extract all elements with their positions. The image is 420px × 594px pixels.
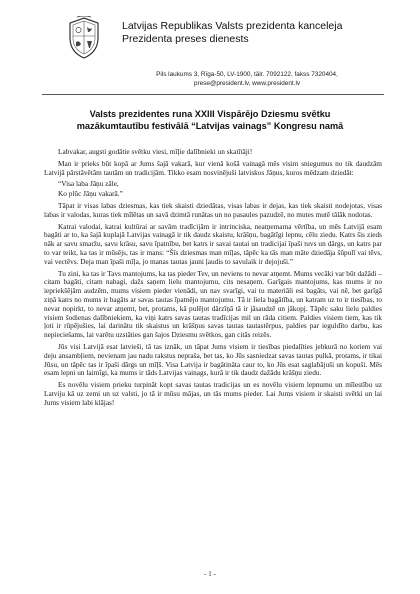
title-line-2: mazākumtautību festivālā “Latvijas vainags” Kongresu namā [76, 121, 344, 131]
page-number: - 1 - [204, 570, 216, 578]
contact-address [112, 70, 382, 88]
address-line-1: Pils laukums 3, Rīga-50, LV-1900, tālr. 7092122, fakss 7320404, [156, 71, 338, 78]
header-divider [42, 94, 384, 95]
verse-line-2: Ko plūc Jāņu vakarā.” [58, 189, 123, 199]
address-line-2: prese@president.lv, www.president.lv [193, 80, 301, 87]
paragraph-intro: Man ir prieks būt kopā ar Jums šajā vakarā, kur vienā košā vainagā mēs visim sniegumus no tik daudzām Latvijā pārstāvētām tautām un tradicijām. Tikko esam nosvinējuši latviskos Jāņus, kuros mēdzam dziedāt: [44, 158, 382, 177]
paragraph-songs: Tāpat ir visas labas dziesmas, kas tiek skaisti dziedātas, visas labas ir dejas, kas tiek skaisti nodejotas, visas labas ir valodas, kuras tiek mīlētas un savā dzimtā runātas un no pasaules pazudzē, no mutes mutē tālāk nodotas. [44, 200, 382, 219]
title-line-1: Valsts prezidentes runa XXIII Vispārējo Dziesmu svētku [89, 109, 331, 119]
paragraph-culture: Katrai valodai, katrai kultūrai ar savām tradīcijām ir intrinciska, neatņemama vērtība, un mēs Latvijā esam bagāti ar to, ka šajā kuplajā Latvijas vainagā ir tik daudz skaistu, krāšņu, bagātīgi lepnu, cēlu ziedu. Katrs šis zieds nāk ar savu smaržu, savu krāsu, savu īpatnību, bet katrs ir savai tautai un tradicijai īpaši tuvs un dārgs, un katrs par to var teikt, ka tas ir mūsējs, tas ir mans: “Šīs dziesmas man mīļas, tāpēc ka tās man māte dziedāja šūpulī vai tēvs, vai vectēvs. Deja man īpaši mīļa, jo manas tautas jauni ļaudis to savulaik ir dejojuši.” [44, 221, 382, 266]
coat-of-arms-icon [66, 16, 102, 60]
greeting-paragraph: Labvakar, augsti godātie svētku viesi, mīļie dalībnieki un skatītāji! [58, 147, 253, 156]
organization-name [122, 20, 342, 46]
speech-title [40, 108, 380, 132]
paragraph-heritage: Tu zini, ka tas ir Tavs mantojums, ka tas pieder Tev, un neviens to nevar atņemt. Mums vecāki var būt dažādi – citam bagāti, citam nabagi, dažs saņem lielu mantojumu, cits nesaņem. Garīgais mantojums, kas mums ir no iepriekšējām audzēm, mums visiem pieder vienādi, un nav svarīgi, vai tu materiāli esi bagāts, vai nē, bet garīgā ziņā katrs no mums ir bagāts ar savas tautas īpatnējo mantojumu. Tā ir liela bagātība, un katram uz to ir tiesības, to nevar nopirkt, to nevar atņemt, bet, protams, kā pulējot dārzīņā tā ir jāsaudzē un jākopj. Tāpēc saku lielu paldies visiem šodienas dalībniekiem, ka viņi katrs savas tautas tradīcijas mil un rāda citiem. Paldies visiem tiem, kas tik ļoti ir rūpējušies, lai darinātu tik skaistus un krāšņus savas tautas tautastērpus, paldies par ieguldīto darbu, kas nepieciešams, lai varētu uzstāties gan šajos Dziesmu svētkos, gan citās reizēs. [44, 268, 382, 340]
org-line-2: Prezidenta preses dienests [122, 33, 249, 45]
verse-line-1: “Visa laba Jāņu zāle, [58, 179, 119, 189]
paragraph-latvians: Jūs visi Latvijā esat latvieši, tā tas iznāk, un tāpat Jums visiem ir tiesības piedalīties jebkurā no koriem vai deju ansambļiem, nevienam jau nadu rakstus nepraša, bet tas, ko Jūs sasniedzat savas tautas pulkā, protams, ir tikai Jūsu, un tāpēc tas ir īpaši dārgs un mīļš. Visa Latvija ir bagātināta caur to, ko Jūs esat saglabājuši un kopuši. Mēs esam lepni un laimīgi, ka mums ir tāds Latvijas vainags, kurā ir tik daudz dažādu krāšņu ziedu. [44, 341, 382, 378]
org-line-1: Latvijas Republikas Valsts prezidenta kanceleja [122, 20, 343, 32]
speech-body [44, 148, 382, 411]
paragraph-closing: Es novēlu visiem prieku turpināt kopt savas tautas tradicijas un es novēlu visiem lepnumu un mīlestību uz Latviju kā uz zemi un uz valsti, jo tā ir mūsu mājas, un tās mums pieder. Lai Jums visiem ir skaisti svētki un lai Jums visiem labi klājas! [44, 380, 382, 407]
